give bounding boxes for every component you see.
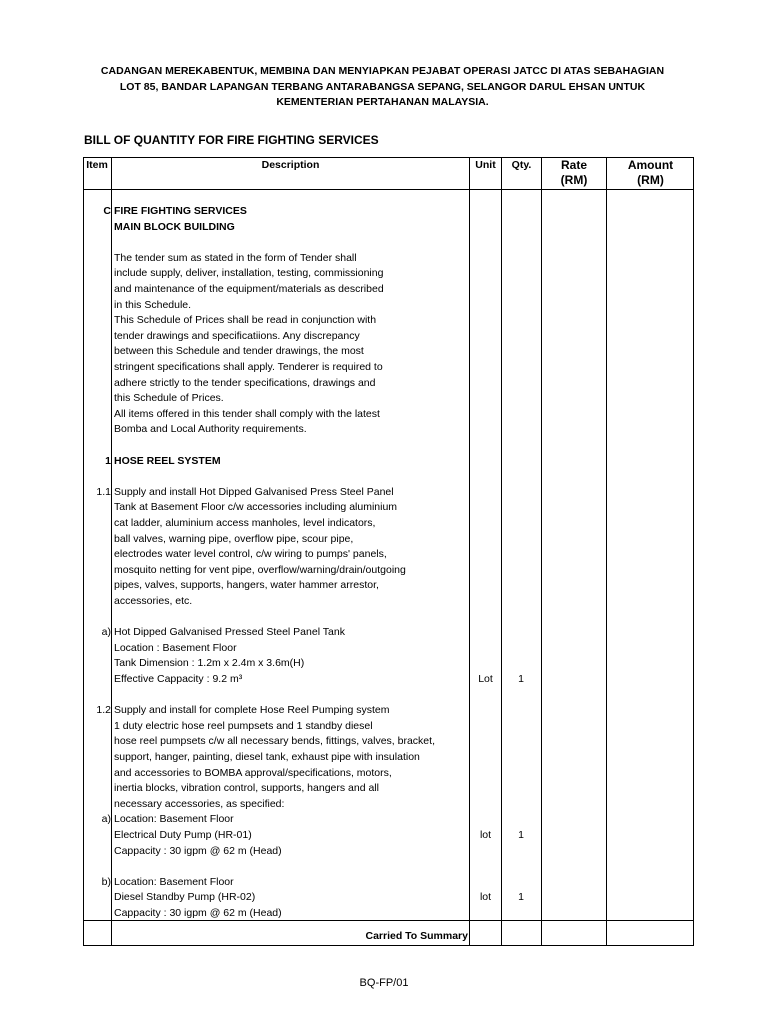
table-row <box>0 329 768 345</box>
row-description: Supply and install Hot Dipped Galvanised Press Steel Panel <box>114 485 394 498</box>
row-item: a) <box>101 813 111 826</box>
row-qty: 1 <box>518 891 524 904</box>
header-divider <box>83 189 694 190</box>
table-row <box>0 859 768 875</box>
table-row <box>0 625 768 641</box>
row-description: accessories, etc. <box>114 595 193 607</box>
table-row <box>0 844 768 860</box>
table-row <box>0 906 768 922</box>
row-description: include supply, deliver, installation, testing, commissioning <box>114 267 384 280</box>
bq-title: BILL OF QUANTITY FOR FIRE FIGHTING SERVICES <box>84 133 379 147</box>
row-description: Effective Cappacity : 9.2 m³ <box>114 673 243 685</box>
table-row <box>0 812 768 828</box>
row-unit: lot <box>479 891 492 904</box>
row-description: Cappacity : 30 igpm @ 62 m (Head) <box>114 907 282 919</box>
row-description: Electrical Duty Pump (HR-01) <box>114 829 252 841</box>
row-description: Location: Basement Floor <box>114 875 234 888</box>
table-row <box>0 438 768 454</box>
row-description: Hot Dipped Galvanised Pressed Steel Panel Tank <box>114 626 345 639</box>
header-item: Item <box>86 159 108 171</box>
table-row <box>0 641 768 657</box>
table-row <box>0 454 768 470</box>
table-row <box>0 344 768 360</box>
row-item: C <box>103 205 111 217</box>
table-row <box>0 391 768 407</box>
row-unit: lot <box>479 829 492 841</box>
row-description: Location : Basement Floor <box>114 641 237 654</box>
table-row <box>0 407 768 423</box>
row-qty: 1 <box>518 673 524 685</box>
header-amount-label: Amount <box>627 158 674 172</box>
row-description: The tender sum as stated in the form of Tender shall <box>114 251 357 264</box>
header-amount <box>607 158 694 188</box>
page-reference: BQ-FP/01 <box>359 977 409 989</box>
heading-line-1: CADANGAN MEREKABENTUK, MEMBINA DAN MENYIAPKAN PEJABAT OPERASI JATCC DI ATAS SEBAHAGIAN <box>100 65 665 77</box>
header-rate <box>542 158 606 188</box>
row-item: 1.2 <box>96 704 111 717</box>
table-row <box>0 313 768 329</box>
table-row <box>0 719 768 735</box>
row-qty: 1 <box>518 829 524 841</box>
table-row <box>0 500 768 516</box>
header-unit: Unit <box>475 159 496 171</box>
row-description: this Schedule of Prices. <box>114 392 224 405</box>
row-description: cat ladder, aluminium access manholes, level indicators, <box>114 517 376 529</box>
table-row <box>0 875 768 891</box>
row-description: ball valves, warning pipe, overflow pipe, scour pipe, <box>114 532 354 545</box>
row-description: necessary accessories, as specified: <box>114 797 285 810</box>
header-amount-unit: (RM) <box>637 173 664 187</box>
table-row <box>0 516 768 532</box>
table-row <box>0 766 768 782</box>
row-item: 1.1 <box>96 485 111 498</box>
row-description: Bomba and Local Authority requirements. <box>114 423 307 436</box>
table-row <box>0 422 768 438</box>
table-row <box>0 469 768 485</box>
row-item: b) <box>101 875 111 888</box>
row-description: stringent specifications shall apply. Tenderer is required to <box>114 361 383 373</box>
row-description: pipes, valves, supports, hangers, water hammer arrestor, <box>114 579 379 592</box>
table-row <box>0 594 768 610</box>
row-description: and accessories to BOMBA approval/specifications, motors, <box>114 766 392 779</box>
row-description: HOSE REEL SYSTEM <box>114 454 221 467</box>
row-unit: Lot <box>478 673 493 685</box>
header-qty: Qty. <box>511 159 532 171</box>
table-row <box>0 828 768 844</box>
row-description: tender drawings and specificatiions. Any discrepancy <box>114 329 360 342</box>
table-row <box>0 532 768 548</box>
table-row <box>0 282 768 298</box>
table-row <box>0 797 768 813</box>
row-description: in this Schedule. <box>114 298 192 311</box>
row-description: Supply and install for complete Hose Reel Pumping system <box>114 704 390 717</box>
table-row <box>0 734 768 750</box>
heading-line-2: LOT 85, BANDAR LAPANGAN TERBANG ANTARABANGSA SEPANG, SELANGOR DARUL EHSAN UNTUK <box>119 80 646 93</box>
row-description: support, hanger, painting, diesel tank, exhaust pipe with insulation <box>114 751 420 763</box>
row-description: inertia blocks, vibration control, supports, hangers and all <box>114 782 379 795</box>
table-row <box>0 703 768 719</box>
table-row <box>0 360 768 376</box>
table-row <box>0 204 768 220</box>
row-description: between this Schedule and tender drawings, the most <box>114 345 364 358</box>
row-item: 1 <box>105 454 111 467</box>
row-description: Diesel Standby Pump (HR-02) <box>114 891 256 904</box>
row-description: Tank at Basement Floor c/w accessories including aluminium <box>114 501 398 514</box>
row-description: MAIN BLOCK BUILDING <box>114 220 235 233</box>
table-row <box>0 688 768 704</box>
table-row <box>0 672 768 688</box>
table-row <box>0 610 768 626</box>
table-row <box>0 376 768 392</box>
table-row <box>0 485 768 501</box>
header-rate-label: Rate <box>560 158 587 172</box>
table-row <box>0 656 768 672</box>
table-row <box>0 235 768 251</box>
table-row <box>0 563 768 579</box>
row-description: Cappacity : 30 igpm @ 62 m (Head) <box>114 844 282 857</box>
row-description: mosquito netting for vent pipe, overflow/warning/drain/outgoing <box>114 563 406 576</box>
heading-line-3: KEMENTERIAN PERTAHANAN MALAYSIA. <box>276 96 489 108</box>
table-row <box>0 547 768 563</box>
table-row <box>0 781 768 797</box>
row-item: a) <box>101 626 111 639</box>
row-description: Location: Basement Floor <box>114 813 234 826</box>
row-description: hose reel pumpsets c/w all necessary bends, fittings, valves, bracket, <box>114 735 435 748</box>
table-row <box>0 251 768 267</box>
table-row <box>0 220 768 236</box>
row-description: FIRE FIGHTING SERVICES <box>114 205 247 217</box>
row-description: adhere strictly to the tender specifications, drawings and <box>114 376 376 389</box>
table-row <box>0 578 768 594</box>
row-description: This Schedule of Prices shall be read in conjunction with <box>114 314 377 327</box>
table-row <box>0 750 768 766</box>
row-description: and maintenance of the equipment/materials as described <box>114 283 384 295</box>
row-description: All items offered in this tender shall comply with the latest <box>114 407 380 420</box>
table-row <box>0 266 768 282</box>
carried-to-summary: Carried To Summary <box>365 930 468 942</box>
row-description: Tank Dimension : 1.2m x 2.4m x 3.6m(H) <box>114 657 305 670</box>
table-row <box>0 298 768 314</box>
row-description: 1 duty electric hose reel pumpsets and 1 standby diesel <box>114 719 373 732</box>
document-heading <box>80 64 685 111</box>
header-rate-unit: (RM) <box>560 173 588 187</box>
row-description: electrodes water level control, c/w wiring to pumps' panels, <box>114 548 387 561</box>
table-row <box>0 890 768 906</box>
header-description: Description <box>261 159 320 171</box>
